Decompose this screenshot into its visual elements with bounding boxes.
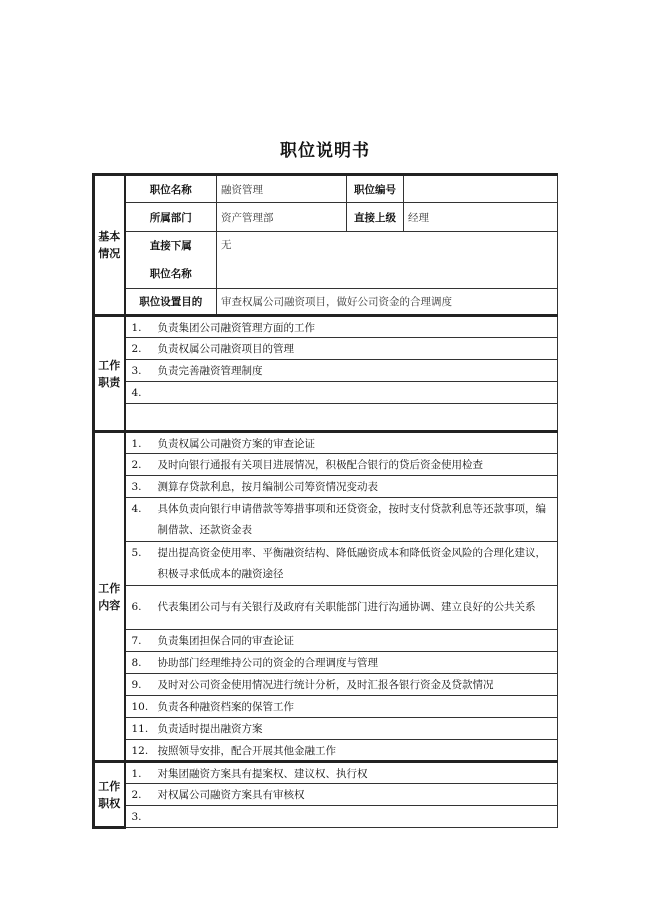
content-row [94, 696, 558, 718]
content-item: 3. 测算存贷款利息，按月编制公司筹资情况变动表 [125, 476, 558, 498]
basic-row-3 [94, 232, 558, 261]
content-item: 10. 负责各种融资档案的保管工作 [125, 696, 558, 718]
duty-item: 3. 负责完善融资管理制度 [125, 360, 558, 382]
authority-item: 2. 对权属公司融资方案具有审核权 [125, 784, 558, 806]
content-row [94, 476, 558, 498]
section-basic-text: 基本 情况 [98, 230, 121, 260]
duty-item: 2. 负责权属公司融资项目的管理 [125, 338, 558, 360]
content-row [94, 740, 558, 762]
duty-row [94, 404, 558, 432]
section-basic-label [94, 175, 125, 316]
duty-row [94, 360, 558, 382]
section-authority-label [94, 762, 125, 828]
content-item: 1. 负责权属公司融资方案的审查论证 [125, 432, 558, 454]
subordinate-label-line1: 直接下属 [149, 240, 192, 252]
dept-value: 资产管理部 [217, 203, 347, 232]
authority-item: 1. 对集团融资方案具有提案权、建议权、执行权 [125, 762, 558, 784]
content-row [94, 674, 558, 696]
section-content-text: 工作 内容 [98, 581, 121, 612]
content-row [94, 454, 558, 476]
authority-item: 3. [125, 806, 558, 828]
section-authority-text: 工作 职权 [98, 779, 121, 810]
duty-item: 4. [125, 382, 558, 404]
subordinate-value: 无 [217, 232, 558, 289]
purpose-label: 职位设置目的 [125, 289, 217, 316]
content-row [94, 652, 558, 674]
content-item: 12. 按照领导安排，配合开展其他金融工作 [125, 740, 558, 762]
content-item: 11. 负责适时提出融资方案 [125, 718, 558, 740]
content-row [94, 432, 558, 454]
purpose-value: 审查权属公司融资项目，做好公司资金的合理调度 [217, 289, 558, 316]
content-row [94, 498, 558, 542]
authority-row [94, 762, 558, 784]
content-item: 7. 负责集团担保合同的审查论证 [125, 630, 558, 652]
authority-row [94, 784, 558, 806]
job-description-table [92, 173, 558, 829]
basic-row-5 [94, 289, 558, 316]
subordinate-label [125, 232, 217, 289]
basic-row-1 [94, 175, 558, 203]
subordinate-label-line2: 职位名称 [149, 268, 192, 280]
content-item: 9. 及时对公司资金使用情况进行统计分析，及时汇报各银行资金及贷款情况 [125, 674, 558, 696]
superior-label: 直接上级 [347, 203, 404, 232]
content-row [94, 630, 558, 652]
content-item: 4. 具体负责向银行申请借款等筹措事项和还贷资金，按时支付贷款利息等还款事项，编制借款、还款资金表 [125, 498, 558, 542]
section-duties-label [94, 316, 125, 432]
section-content-label [94, 432, 125, 762]
page-title: 职位说明书 [280, 141, 370, 161]
superior-value: 经理 [404, 203, 558, 232]
content-item: 6. 代表集团公司与有关银行及政府有关职能部门进行沟通协调、建立良好的公共关系 [125, 586, 558, 630]
dept-label: 所属部门 [125, 203, 217, 232]
position-no-label: 职位编号 [347, 175, 404, 203]
position-name-label: 职位名称 [125, 175, 217, 203]
duty-row [94, 338, 558, 360]
content-row [94, 542, 558, 586]
content-row [94, 586, 558, 630]
position-no-value [404, 175, 558, 203]
position-name-value: 融资管理 [217, 175, 347, 203]
duty-row [94, 382, 558, 404]
content-item: 2. 及时向银行通报有关项目进展情况，积极配合银行的贷后资金使用检查 [125, 454, 558, 476]
basic-row-2 [94, 203, 558, 232]
duty-item [125, 404, 558, 432]
authority-row [94, 806, 558, 828]
duty-item: 1. 负责集团公司融资管理方面的工作 [125, 316, 558, 338]
section-duties-text: 工作 职责 [98, 358, 121, 389]
content-row [94, 718, 558, 740]
duty-row [94, 316, 558, 338]
content-item: 5. 提出提高资金使用率、平衡融资结构、降低融资成本和降低资金风险的合理化建议，积极寻求低成本的融资途径 [125, 542, 558, 586]
content-item: 8. 协助部门经理维持公司的资金的合理调度与管理 [125, 652, 558, 674]
